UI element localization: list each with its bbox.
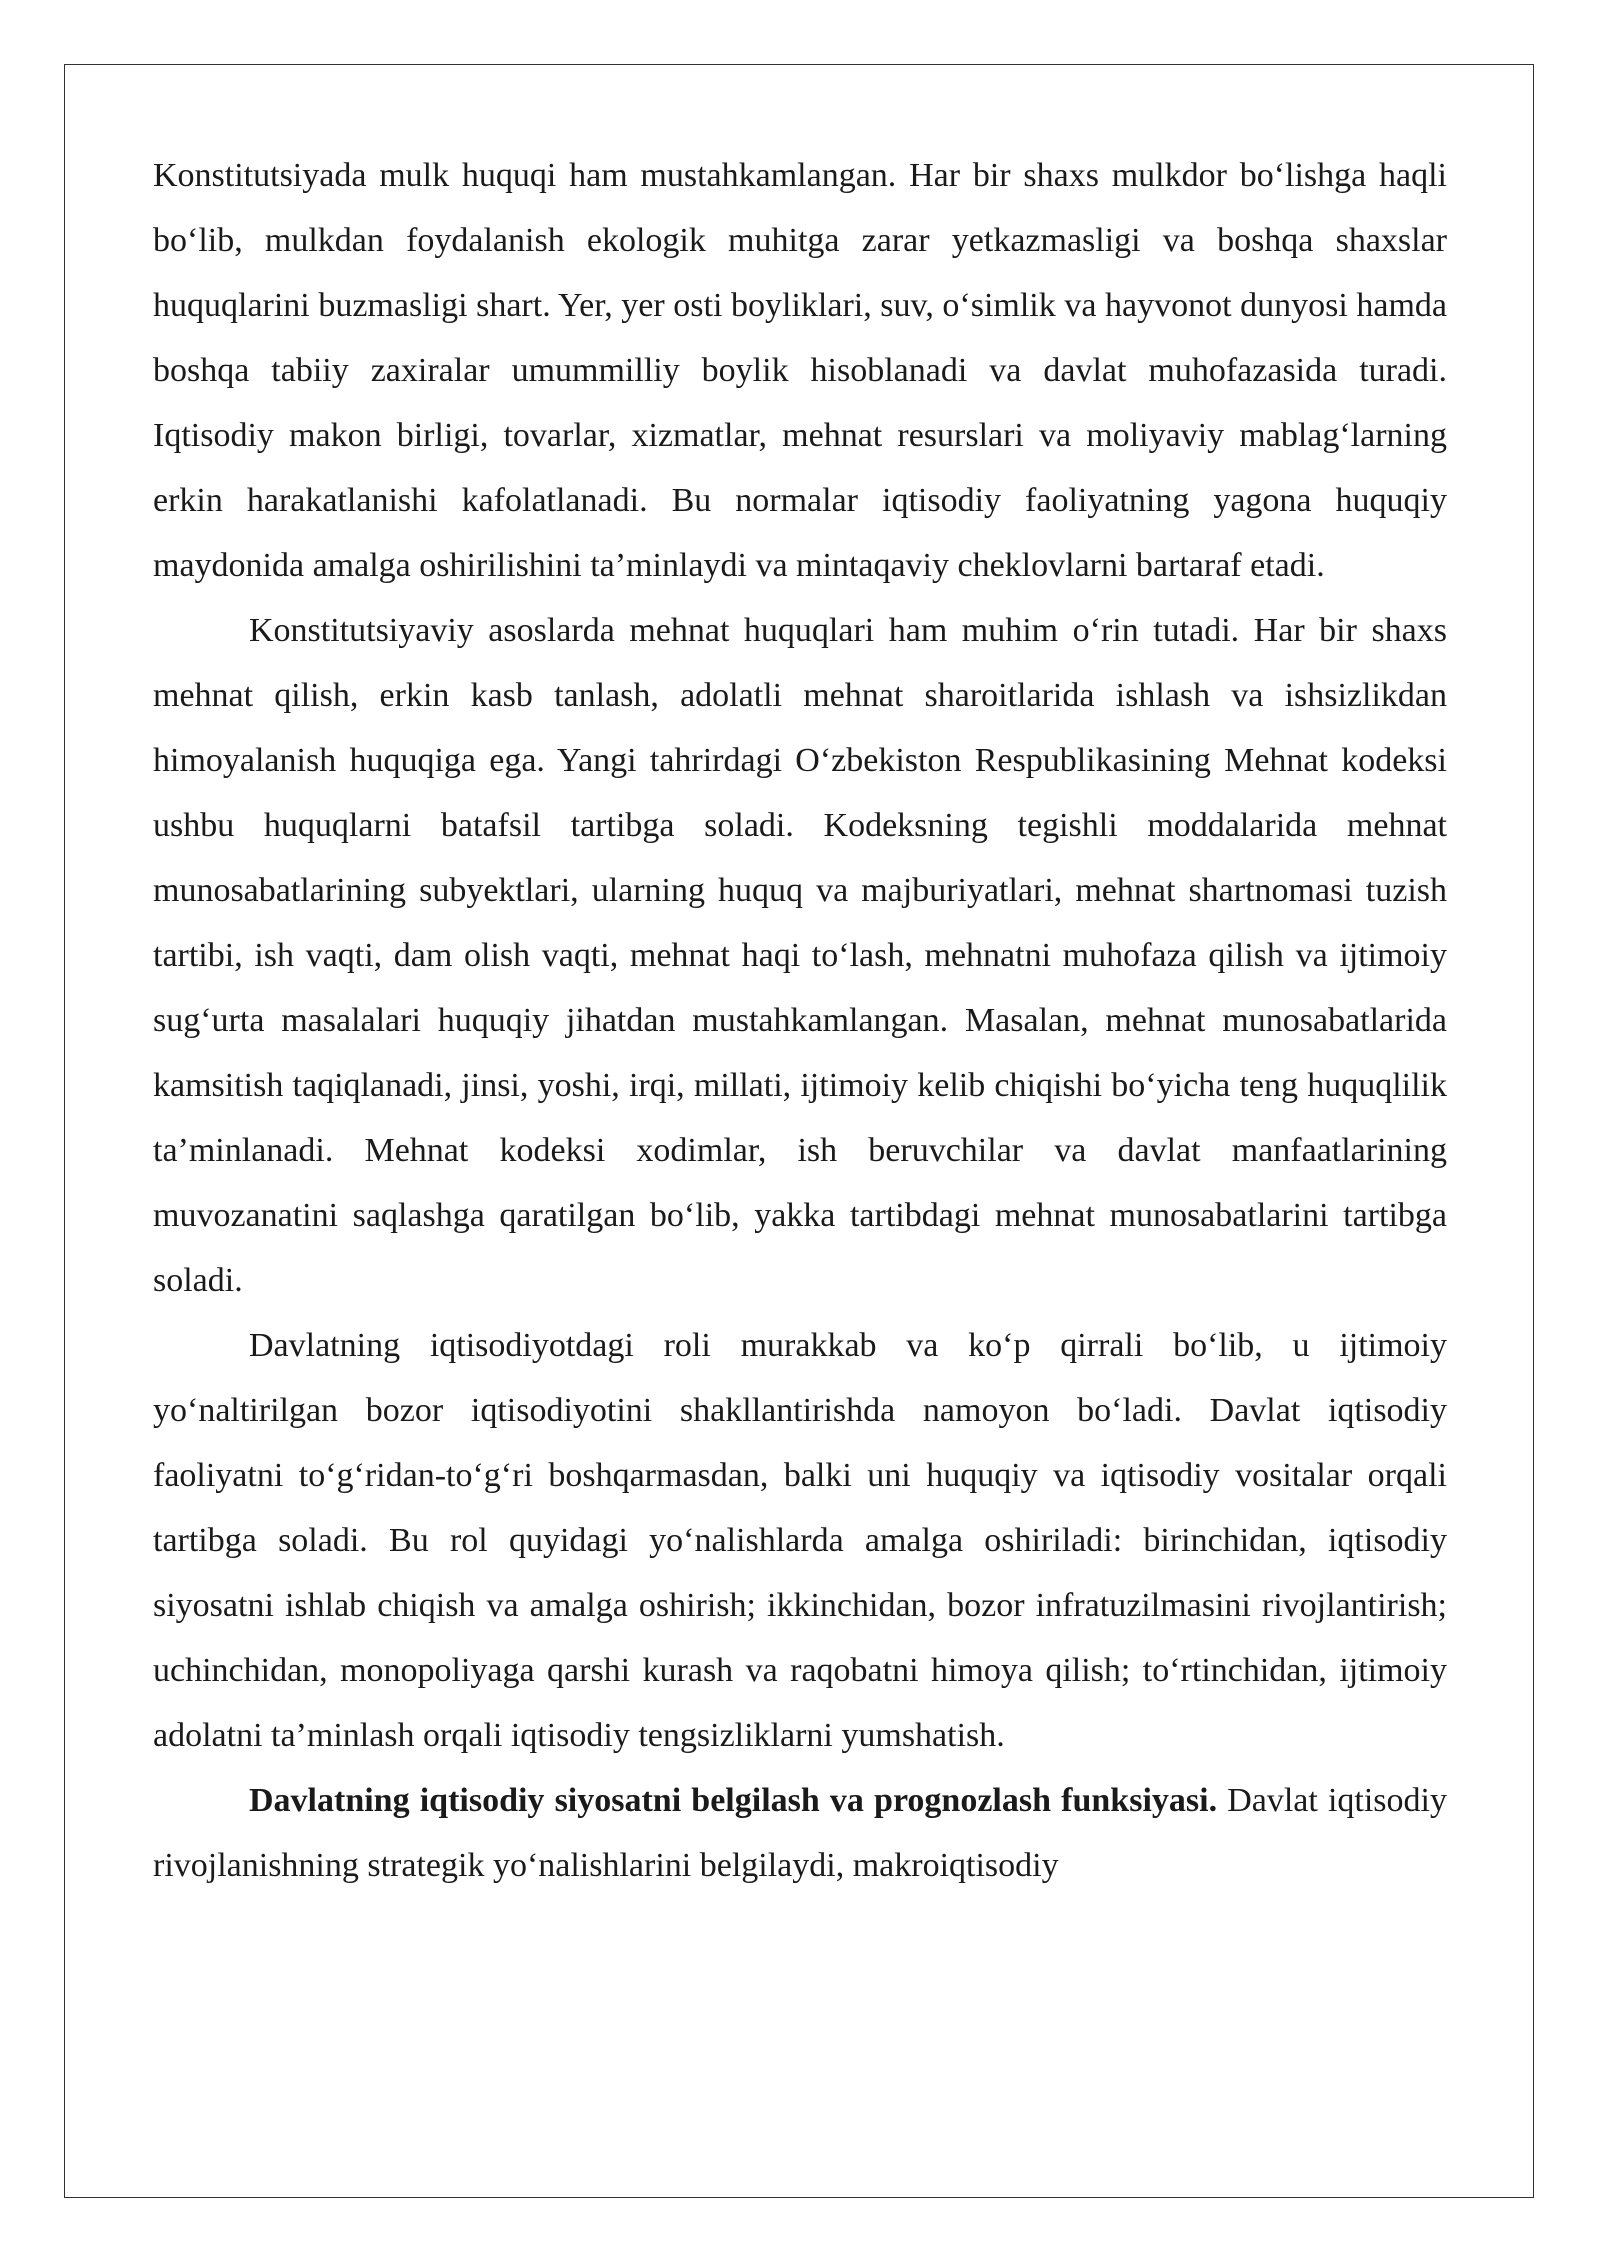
paragraph-text: Davlatning iqtisodiyotdagi roli murakkab va ko‘p qirrali bo‘lib, u ijtimoiy yo‘naltirilgan bozor iqtisodiyotini shakllantirishda namoyon bo‘ladi. Davlat iqtisodiy faoliyatni to‘g‘ridan-to‘g‘ri boshqarmasdan, balki uni huquqiy va iqtisodiy vositalar orqali tartibga soladi. Bu rol quyidagi yo‘nalishlarda amalga oshiriladi: birinchidan, iqtisodiy siyosatni ishlab chiqish va amalga oshirish; ikkinchidan, bozor infratuzilmasini rivojlantirish; uchinchidan, monopoliyaga qarshi kurash va raqobatni himoya qilish; to‘rtinchidan, ijtimoiy adolatni ta’minlash orqali iqtisodiy tengsizliklarni yumshatish. xyxy=(153,1327,1447,1754)
paragraph-labor-rights xyxy=(153,598,1447,1313)
paragraph-text: Konstitutsiyaviy asoslarda mehnat huquqlari ham muhim o‘rin tutadi. Har bir shaxs mehnat qilish, erkin kasb tanlash, adolatli mehnat sharoitlarida ishlash va ishsizlikdan himoyalanish huquqiga ega. Yangi tahrirdagi O‘zbekiston Respublikasining Mehnat kodeksi ushbu huquqlarni batafsil tartibga soladi. Kodeksning tegishli moddalarida mehnat munosabatlarining subyektlari, ularning huquq va majburiyatlari, mehnat shartnomasi tuzish tartibi, ish vaqti, dam olish vaqti, mehnat haqi to‘lash, mehnatni muhofaza qilish va ijtimoiy sug‘urta masalalari huquqiy jihatdan mustahkamlangan. Masalan, mehnat munosabatlarida kamsitish taqiqlanadi, jinsi, yoshi, irqi, millati, ijtimoiy kelib chiqishi bo‘yicha teng huquqlilik ta’minlanadi. Mehnat kodeksi xodimlar, ish beruvchilar va davlat manfaatlarining muvozanatini saqlashga qaratilgan bo‘lib, yakka tartibdagi mehnat munosabatlarini tartibga soladi. xyxy=(153,612,1447,1299)
paragraph-property-rights xyxy=(153,143,1447,598)
document-body xyxy=(153,143,1447,1898)
paragraph-text: Davlat iqtisodiy rivojlanishning strategik yo‘nalishlarini belgilaydi, makroiqtisodiy xyxy=(153,1782,1447,1884)
paragraph-economic-policy xyxy=(153,1768,1447,1898)
paragraph-state-role xyxy=(153,1313,1447,1768)
paragraph-text: Konstitutsiyada mulk huquqi ham mustahkamlangan. Har bir shaxs mulkdor bo‘lishga haqli bo‘lib, mulkdan foydalanish ekologik muhitga zarar yetkazmasligi va boshqa shaxslar huquqlarini buzmasligi shart. Yer, yer osti boyliklari, suv, o‘simlik va hayvonot dunyosi hamda boshqa tabiiy zaxiralar umummilliy boylik hisoblanadi va davlat muhofazasida turadi. Iqtisodiy makon birligi, tovarlar, xizmatlar, mehnat resurslari va moliyaviy mablag‘larning erkin harakatlanishi kafolatlanadi. Bu normalar iqtisodiy faoliyatning yagona huquqiy maydonida amalga oshirilishini ta’minlaydi va mintaqaviy cheklovlarni bartaraf etadi. xyxy=(153,157,1447,584)
paragraph-bold-heading: Davlatning iqtisodiy siyosatni belgilash va prognozlash funksiyasi. xyxy=(249,1782,1218,1819)
